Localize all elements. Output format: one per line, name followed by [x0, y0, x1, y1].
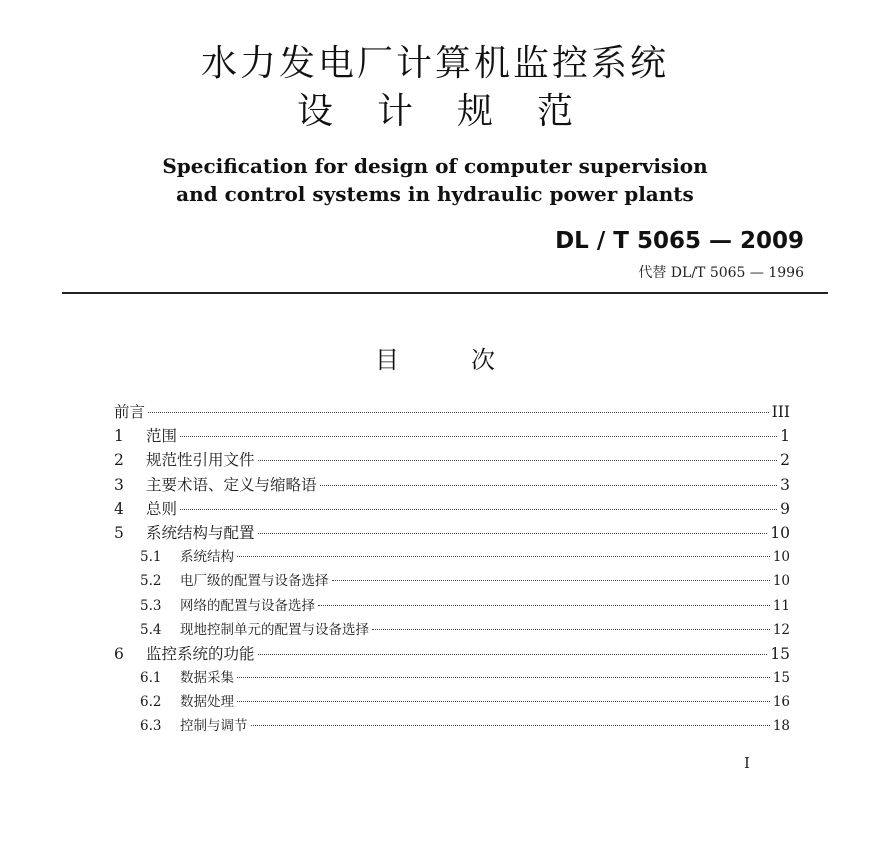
toc-dot-leader — [237, 677, 770, 678]
chinese-title-line-1: 水力发电厂计算机监控系统 — [200, 43, 669, 84]
toc-entry[interactable] — [114, 714, 790, 738]
toc-entry-page: 3 — [780, 475, 790, 494]
toc-dot-leader — [237, 701, 770, 702]
page-number: I — [744, 754, 750, 772]
toc-dot-leader — [320, 485, 778, 486]
title-char: 计 — [376, 91, 413, 132]
toc-entry-page: 16 — [772, 694, 790, 711]
toc-dot-leader — [258, 654, 768, 655]
toc-dot-leader — [258, 460, 778, 461]
toc-entry-label: 网络的配置与设备选择 — [180, 597, 315, 614]
toc-dot-leader — [318, 605, 770, 606]
toc-entry[interactable] — [114, 545, 790, 569]
toc-entry-label: 系统结构 — [180, 549, 234, 566]
toc-entry-number: 6 — [114, 644, 124, 663]
toc-entry-page: 12 — [772, 621, 790, 638]
toc-entry-label: 主要术语、定义与缩略语 — [146, 475, 317, 494]
toc-entry-label: 前言 — [114, 403, 146, 421]
toc-entry[interactable] — [114, 594, 790, 618]
header-rule — [62, 292, 828, 294]
toc-dot-leader — [148, 412, 769, 413]
toc-entry-label: 总则 — [146, 499, 178, 518]
toc-entry[interactable] — [114, 473, 790, 497]
toc-dot-leader — [258, 533, 768, 534]
title-char: 规 — [457, 91, 494, 132]
toc-entry[interactable] — [114, 497, 790, 521]
toc-entry-number: 4 — [114, 499, 124, 518]
english-title-line-2: and control systems in hydraulic power plants — [176, 182, 694, 206]
title-char: 设 — [296, 91, 333, 132]
toc-entry-number: 5 — [114, 523, 124, 542]
toc-entry-label: 范围 — [146, 427, 178, 446]
toc-entry[interactable] — [114, 642, 790, 666]
toc-entry-number: 2 — [114, 451, 124, 470]
toc-entry[interactable] — [114, 618, 790, 642]
toc-entry-number: 5.4 — [140, 621, 162, 638]
title-char: 范 — [537, 91, 574, 132]
toc-entry[interactable] — [114, 569, 790, 593]
toc-dot-leader — [372, 629, 770, 630]
toc-entry-label: 规范性引用文件 — [146, 451, 255, 470]
standard-code: DL / T 5065 — 2009 — [555, 228, 804, 254]
toc-entry-number: 5.2 — [140, 573, 162, 590]
toc-dot-leader — [251, 725, 770, 726]
toc-entry[interactable] — [114, 690, 790, 714]
table-of-contents — [114, 400, 790, 739]
toc-entry[interactable] — [114, 400, 790, 424]
toc-entry-page: 1 — [780, 427, 790, 446]
toc-entry-number: 1 — [114, 427, 124, 446]
toc-entry-label: 电厂级的配置与设备选择 — [180, 573, 329, 590]
toc-entry-label: 监控系统的功能 — [146, 644, 255, 663]
toc-entry-page: 9 — [780, 499, 790, 518]
toc-entry-number: 3 — [114, 475, 124, 494]
toc-heading-char: 目 — [375, 346, 399, 374]
toc-entry-page: 2 — [780, 451, 790, 470]
toc-entry-number: 5.3 — [140, 597, 162, 614]
toc-entry-page: 11 — [772, 597, 790, 614]
toc-entry-page: III — [771, 403, 790, 421]
toc-entry-number: 5.1 — [140, 549, 162, 566]
chinese-title-line-2 — [0, 92, 870, 132]
toc-entry[interactable] — [114, 666, 790, 690]
toc-entry-label: 控制与调节 — [180, 718, 248, 735]
toc-dot-leader — [180, 509, 777, 510]
toc-entry-label: 数据处理 — [180, 694, 234, 711]
toc-entry-number: 6.1 — [140, 670, 162, 687]
toc-entry-label: 系统结构与配置 — [146, 523, 255, 542]
english-title-line-1: Specification for design of computer supervision — [162, 154, 708, 178]
toc-heading-char: 次 — [471, 346, 495, 374]
toc-entry-page: 18 — [772, 718, 790, 735]
toc-entry-number: 6.3 — [140, 718, 162, 735]
toc-dot-leader — [332, 580, 770, 581]
toc-entry-page: 10 — [772, 549, 790, 566]
toc-entry-number: 6.2 — [140, 694, 162, 711]
toc-entry-label: 数据采集 — [180, 670, 234, 687]
replaces-note: 代替 DL/T 5065 — 1996 — [638, 265, 804, 281]
toc-dot-leader — [237, 556, 770, 557]
toc-entry[interactable] — [114, 424, 790, 448]
toc-dot-leader — [180, 436, 777, 437]
toc-entry-page: 15 — [772, 670, 790, 687]
toc-entry[interactable] — [114, 521, 790, 545]
toc-entry-label: 现地控制单元的配置与设备选择 — [180, 621, 369, 638]
toc-entry-page: 15 — [770, 644, 790, 663]
toc-heading — [0, 340, 870, 375]
toc-entry[interactable] — [114, 448, 790, 472]
toc-entry-page: 10 — [772, 573, 790, 590]
toc-entry-page: 10 — [770, 523, 790, 542]
